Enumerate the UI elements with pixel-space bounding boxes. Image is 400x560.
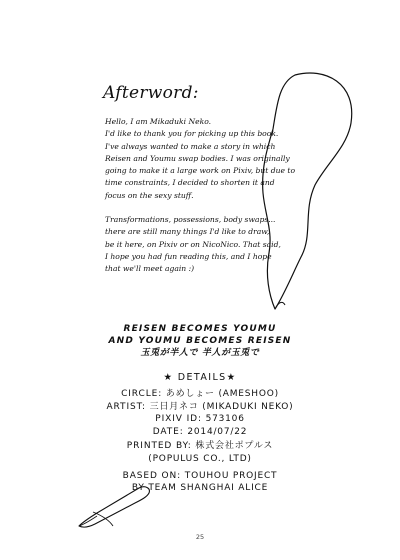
afterword-line: time constraints, I decided to shorten it and: [105, 178, 275, 188]
circle-label: CIRCLE:: [121, 389, 163, 399]
printed-by-romaji: (POPULUS CO., LTD): [148, 453, 252, 464]
date-label: DATE:: [152, 426, 184, 437]
afterword-line: Transformations, possessions, body swaps...: [105, 215, 276, 225]
afterword-line: I hope you had fun reading this, and I hope: [105, 251, 272, 261]
date-value: 2014/07/22: [187, 426, 248, 437]
circle-value: あめしょー (AMESHOO): [165, 389, 279, 399]
pixiv-row: [0, 413, 400, 426]
afterword-line: be it here, on Pixiv or on NicoNico. That said,: [105, 239, 281, 249]
artist-row: [0, 401, 400, 414]
book-title-line-2: AND YOUMU BECOMES REISEN: [108, 336, 292, 346]
pixiv-label: PIXIV ID:: [155, 414, 202, 425]
afterword-line: Hello, I am Mikaduki Neko.: [105, 117, 212, 126]
artist-value: 三日月ネコ (MIKADUKI NEKO): [149, 401, 294, 412]
printed-by-label: PRINTED BY:: [126, 441, 192, 452]
printed-by-value: 株式会社ポプルス: [195, 441, 274, 452]
afterword-line: I've always wanted to make a story in which: [105, 141, 276, 151]
circle-row: [0, 388, 400, 401]
based-on-row: [0, 470, 400, 483]
afterword-line: focus on the sexy stuff.: [105, 190, 194, 200]
page-number: 25: [195, 533, 205, 541]
details-section: [0, 372, 400, 495]
afterword-line: I'd like to thank you for picking up this book.: [105, 129, 279, 139]
pixiv-value: 573106: [205, 414, 245, 425]
afterword-line: going to make it a large work on Pixiv, but due to: [105, 166, 296, 176]
details-header: ★ DETAILS★: [163, 372, 237, 383]
afterword-line: Reisen and Youmu swap bodies. I was originally: [105, 153, 290, 163]
artist-label: ARTIST:: [106, 401, 146, 412]
feather-drawing: [75, 482, 155, 532]
afterword-heading: Afterword:: [103, 83, 199, 103]
book-title-japanese: 玉兎が半人で 半人が玉兎で: [140, 348, 260, 358]
book-title-block: [0, 323, 400, 359]
book-title-line-1: REISEN BECOMES YOUMU: [123, 324, 277, 334]
afterword-line: that we'll meet again :): [105, 264, 195, 274]
based-on-credit: BY TEAM SHANGHAI ALICE: [131, 483, 269, 494]
printed-by-row: [0, 440, 400, 453]
ghost-outline-drawing: [255, 65, 365, 315]
afterword-line: there are still many things I'd like to draw,: [105, 227, 270, 237]
based-on-label: BASED ON:: [122, 470, 182, 481]
date-row: [0, 426, 400, 439]
based-on-value: TOUHOU PROJECT: [184, 470, 278, 481]
